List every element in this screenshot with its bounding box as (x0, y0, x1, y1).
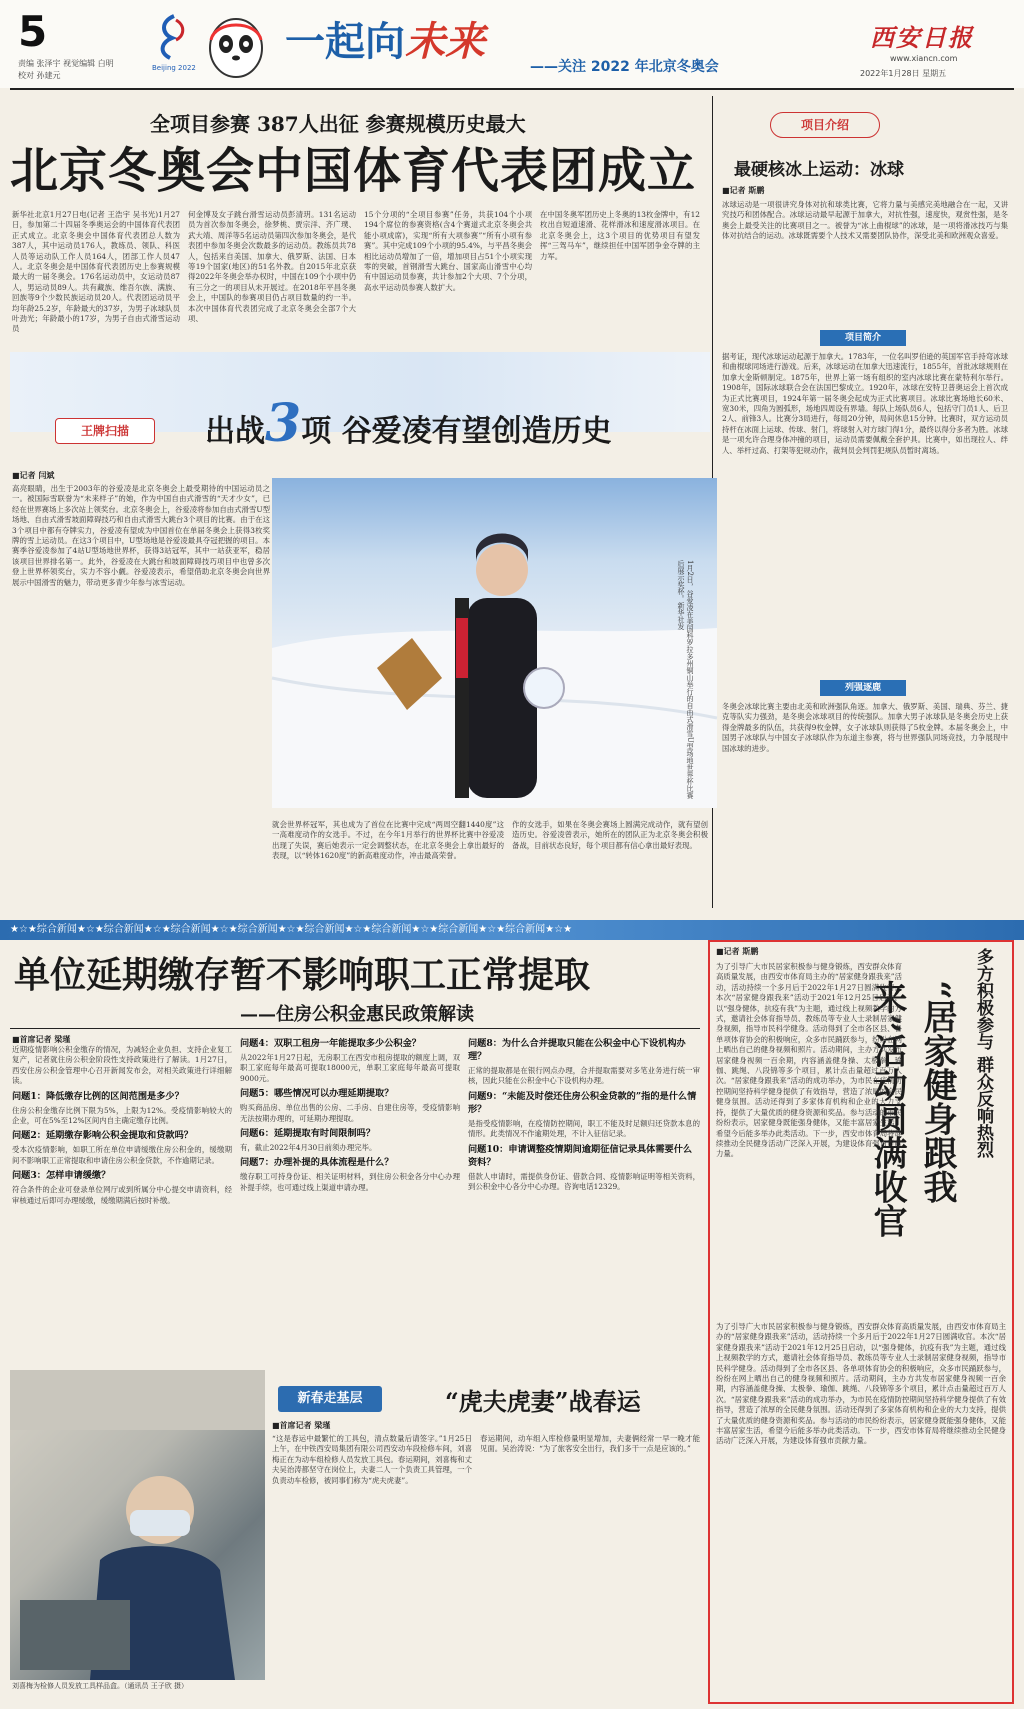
spring-col1: “这是春运中最繁忙的工具包，清点数量后请签字。”1月25日上午，在中铁西安局集团有限公司西安动车段检修车间，刘喜梅正在为动车组检修人员发放工具包。春运期间，刘喜梅和丈夫吴治涛都坚守在岗位上，夫妻二人一个负责工具管理，一个负责动车检修，被同事们称为“虎夫虎妻”。 (272, 1434, 472, 1485)
header-divider (10, 88, 1014, 90)
hpf-q2: 问题2：延期缴存影响公积金提取和贷款吗？ (12, 1130, 193, 1142)
hpf-q3: 问题3：怎样申请缓缴？ (12, 1170, 111, 1182)
feature-title-num: 3 (265, 393, 302, 454)
top-story-col1: 新华社北京1月27日电(记者 王浩宇 吴书光)1月27日，参加第二十四届冬季奥运会的中国体育代表团正式成立。北京冬奥会中国体育代表团总人数为387人，其中运动员176人，教练员、领队、科医人员等运动队工作人员164人，团部工作人员47人。北京冬奥会是中国体育代表团历史上参赛规模最大的一届冬奥会。176名运动员中，女运动员87人，男运动员89人。共有藏族、维吾尔族、满族、回族等9个少数民族运动员20人。代表团运动员平均年龄25.2岁，年龄最大的37岁，为男子冰球队员叶劲光；年龄最小的17岁，为男子自由式滑雪运动员 (12, 210, 180, 334)
hpf-a6: 有，截止2022年4月30日前须办理完毕。 (240, 1143, 377, 1153)
sidebar-body1: 据考证，现代冰球运动起源于加拿大。1783年，一位名叫罗伯逊的英国军官手持弯冰球和曲棍球同场进行游戏。后来，冰球运动在加拿大迅速流行，1855年，首批冰球规则在加拿大金斯顿制定。1875年，世界上第一场有组织的室内冰球比赛在蒙特利尔举行。1908年，国际冰球联合会在法国巴黎成立。1920年，冰球在安特卫普奥运会上首次成为正式比赛项目，1924年第一届冬奥会起成为正式比赛项目。冰球比赛场地长60米、宽30米，四角为圆弧形，场地四周设有界墙。每队上场队员6人，包括守门员1人、后卫2人、前锋3人。比赛分3局进行，每局20分钟，局间休息15分钟。比赛时，双方运动员持杆在冰面上运球、传球、射门，将球射入对方球门得1分，最终以得分多者为胜。冰球是一项允许合理身体冲撞的项目，运动员需要佩戴全套护具。比赛中，如出现拉人、绊人、举杆过高、打架等犯规动作，裁判员会判罚犯规队员暂时离场。 (722, 352, 1008, 455)
mascot-icon (205, 14, 267, 80)
hpf-a5: 购买商品房、单位出售的公房、二手房、自建住房等，受疫情影响无法按期办理的，可延期办理提取。 (240, 1103, 460, 1123)
campaign-body-top: 为了引导广大市民居家积极参与健身锻炼，西安群众体育高质量发展，由西安市体育局主办的“居家健身跟我来”活动，活动持续一个多月后于2022年1月27日圆满收官。本次“居家健身跟我来”活动于2021年12月25日启动，以“强身健体，抗疫有我”为主题，通过线上视频教学的方式，邀请社会体育指导员、教练员等专业人士录制居家健身视频，指导市民科学健身。活动得到了全市各区县、各单项体育协会的积极响应，众多市民踊跃参与，纷纷在网上晒出自己的健身视频和照片。活动期间，主办方共发布居家健身视频一百余期，内容涵盖健身操、太极拳、瑜伽、跳绳、八段锦等多个项目，累计点击量超过百万人次。“居家健身跟我来”活动的成功举办，为市民在疫情防控期间坚持科学健身提供了有效指导，营造了浓厚的全民健身氛围。活动还得到了多家体育机构和企业的大力支持，提供了大量优质的健身资源和奖品。参与活动的市民纷纷表示，居家健身既能强身健体，又能丰富居家生活，希望今后能多举办此类活动。下一步，西安市体育局将继续推动全民健身活动广泛深入开展，为建设体育强市贡献力量。 (716, 962, 902, 1159)
feature-title-pre: 出战 (205, 414, 265, 449)
hpf-q4: 问题4：双职工租房一年能提取多少公积金？ (240, 1038, 421, 1049)
feature-bottom-right: 作的女选手，如果在冬奥会赛场上圆满完成动作，就有望创造历史。谷爱凌曾表示，她所在的团队正为北京冬奥会积极备战，目前状态良好，每个项目都有信心拿出最好表现。 (512, 820, 708, 850)
hpf-a4: 从2022年1月27日起，无房职工在西安市租房提取的额度上调，双职工家庭每年最高可提取18000元，单职工家庭每年最高可提取9000元。 (240, 1053, 460, 1083)
top-story-col3: 15个分项的“全项目参赛”任务，共获104个小项194个席位的参赛资格(含4个赛道式北京冬奥会共能小项成席)，实现“所有大项参赛”“所有小项有参赛”。其中完成109个小项的95.4%，与平昌冬奥会相比运动员增加了一倍，增加项目占51个小项实现零的突破，首钢滑雪大跳台、国家高山滑雪中心均有中国运动员参赛，共计参加2个大项、7个分项，高水平运动员参赛人数扩大。 (364, 210, 532, 292)
feature-tag-label: 王牌扫描 (80, 424, 129, 438)
sidebar-tag-label: 项目介绍 (800, 118, 849, 132)
paper-logo: 西安日报 (870, 23, 974, 52)
photo-caption: 1月2日，谷爱凌在美国科罗拉多州铜山举行的自由式滑雪U型场地世界杯比赛后展示奖杯。新华社发 (677, 560, 694, 799)
page-header (0, 0, 1024, 88)
sidebar-intro: 冰球运动是一项很讲究身体对抗和球类比赛，它将力量与美感完美地融合在一起，又讲究技巧和团体配合。冰球运动最早起源于加拿大，对抗性强，速度快，观赏性强，是冬奥会上最受关注的比赛项目之一。被誉为“冰上曲棍球”的冰球，是一项将滑冰技巧与集体对抗结合的运动。冰球既需要个人技术又需要团队协作，深受北美和欧洲观众喜爱。 (722, 200, 1008, 241)
slogan-accent: 未来 (405, 18, 485, 65)
feature-bottom-mid: 就会世界杯冠军，其也成为了首位在比赛中完成“两周空翻1440度”这一高难度动作的女选手。不过，在今年1月举行的世界杯比赛中谷爱凌出现了失误，赛后她表示一定会调整状态，在北京冬奥会上拿出最好的表现，以“转体1620度”的新高难度动作，冲击最高荣誉。 (272, 820, 504, 861)
hpf-q9: 问题9：“未能及时偿还住房公积金贷款的”指的是什么情形？ (468, 1090, 697, 1115)
spring-byline: ■首席记者 梁瑾 (272, 1420, 331, 1430)
feature-headline (205, 393, 612, 458)
hpf-intro: 近期疫情影响公积金缴存的情况，为减轻企业负担、支持企业复工复产，记者就住房公积金阶段性支持政策进行了解读。1月27日，西安住房公积金管理中心召开新闻发布会，对相关政策进行详细解读。 (12, 1045, 232, 1086)
feature-col1: 高亮眼睛，出生于2003年的谷爱凌是北京冬奥会上最受期待的中国运动员之一。被国际雪联誉为“未来样子”的她，作为中国自由式滑雪的“天才少女”，已经在世界赛场上多次站上领奖台。北京冬奥会上，谷爱凌将参加自由式滑雪U型场地、自由式滑雪坡面障碍技巧和自由式滑雪大跳台3个项目的比赛。由于在这3个项目中都有夺牌实力，谷爱凌有望成为中国首位在单届冬奥会上获得3枚奖牌的雪上运动员。在这3个项目中，U型场地是谷爱凌最具夺冠把握的项目。本赛季谷爱凌参加了4站U型场地世界杯，获得3站冠军，其中一站获亚军，稳居该项目世界排名第一。此外，谷爱凌在大跳台和坡面障碍技巧项目中也曾多次登上世界杯领奖台，实力不容小觑。谷爱凌表示，希望借助北京冬奥会向世界展示中国滑雪的魅力，带动更多青少年参与冰雪运动。 (12, 484, 270, 587)
top-story-col4: 在中国冬奥军团历史上冬奥的13枚金牌中，有12枚出自短道速滑、花样滑冰和速度滑冰项目。在北京冬奥会上，这3个项目的优势项目有望发挥“三驾马车”，继续担任中国军团争金夺牌的主力军。 (540, 210, 700, 261)
sidebar-tag (770, 112, 880, 138)
top-story-headline: 北京冬奥会中国体育代表团成立 (10, 143, 697, 199)
slogan (285, 18, 485, 66)
top-story-col2: 何金博及女子跳台滑雪运动员彭清玥。131名运动员为首次参加冬奥会，徐梦桃、贾宗洋、齐广璞、武大靖、周洋等5名运动员第四次参加冬奥会，是代表团中参加冬奥会次数最多的运动员。教练员共78人，包括来自美国、加拿大、俄罗斯、法国、日本等19个国家(地区)的51名外教。自2015年北京获得2022年冬奥会举办权时，中国在109个小项中仍有三分之一的项目从未开展过。在2018年平昌冬奥会上，中国队的参赛项目仍占项目数量的约一半。本次中国体育代表团完成了北京冬奥会全部7个大项、 (188, 210, 356, 324)
focus-line: ——关注 2022 年北京冬奥会 (530, 59, 719, 75)
hpf-headline: 单位延期缴存暂不影响职工正常提取 (14, 954, 591, 996)
hpf-a2: 受本次疫情影响，如职工所在单位申请缓缴住房公积金的，缓缴期间不影响职工正常提取和申请住房公积金贷款，不作逾期记录。 (12, 1145, 232, 1165)
editor-credit: 责编 张泽宇 视觉编辑 白明 (18, 59, 114, 68)
hpf-q6: 问题6：延期提取有时间限制吗？ (240, 1128, 376, 1140)
section-bar-text: ★☆★综合新闻★☆★综合新闻★☆★综合新闻★☆★综合新闻★☆★综合新闻★☆★综合新闻★☆★综合新闻★☆★综合新闻★☆★ (10, 924, 573, 935)
proof-credit: 校对 孙建元 (18, 71, 61, 80)
hpf-col1 (12, 1034, 232, 1352)
issue-date: 2022年1月28日 星期五 (860, 69, 947, 78)
hpf-divider (10, 1028, 700, 1029)
top-story-kicker: 全项目参赛 387人出征 参赛规模历史最大 (150, 112, 526, 136)
spring-photo (10, 1370, 265, 1680)
sidebar-title: 最硬核冰上运动：冰球 (734, 160, 904, 180)
campaign-vertical-title: “居家健身跟我来”活动圆满收官 (867, 980, 957, 1238)
hpf-q5: 问题5：哪些情况可以办理延期提取？ (240, 1088, 394, 1100)
sidebar-byline: ■记者 斯鹏 (722, 185, 765, 195)
campaign-byline: ■记者 斯鹏 (716, 946, 759, 956)
campaign-vertical-sub: 多方积极参与 群众反响热烈 (973, 948, 993, 1158)
feature-title-post: 项 谷爱凌有望创造历史 (301, 414, 612, 449)
spring-tag (278, 1386, 382, 1412)
gu-ailing-photo (272, 478, 717, 808)
hpf-q8: 问题8：为什么合并提取只能在公积金中心下设机构办理？ (468, 1038, 686, 1062)
slogan-text: 一起向 (285, 18, 405, 65)
olympic-emblem-icon (150, 12, 198, 74)
hpf-a3: 符合条件的企业可登录单位网厅或到所属分中心提交申请资料，经审核通过后即可办理缓缴，缓缴期满后按时补缴。 (12, 1185, 232, 1205)
hpf-col2 (240, 1034, 460, 1352)
sidebar-section-powers: 列强逐鹿 (820, 680, 906, 696)
page-number: 5 (18, 7, 48, 56)
spring-col2: 春运期间，动车组入库检修量明显增加，夫妻俩经常一早一晚才能见面。吴治涛说：“为了旅客安全出行，我们多干一点是应该的。” (480, 1434, 700, 1454)
campaign-body-bottom: 为了引导广大市民居家积极参与健身锻炼，西安群众体育高质量发展，由西安市体育局主办的“居家健身跟我来”活动，活动持续一个多月后于2022年1月27日圆满收官。本次“居家健身跟我来”活动于2021年12月25日启动，以“强身健体，抗疫有我”为主题，通过线上视频教学的方式，邀请社会体育指导员、教练员等专业人士录制居家健身视频，指导市民科学健身。活动得到了全市各区县、各单项体育协会的积极响应，众多市民踊跃参与，纷纷在网上晒出自己的健身视频和照片。活动期间，主办方共发布居家健身视频一百余期，内容涵盖健身操、太极拳、瑜伽、跳绳、八段锦等多个项目，累计点击量超过百万人次。“居家健身跟我来”活动的成功举办，为市民在疫情防控期间坚持科学健身提供了有效指导，营造了浓厚的全民健身氛围。活动还得到了多家体育机构和企业的大力支持，提供了大量优质的健身资源和奖品。参与活动的市民纷纷表示，居家健身既能强身健体，又能丰富居家生活，希望今后能多举办此类活动。下一步，西安市体育局将继续推动全民健身活动广泛深入开展，为建设体育强市贡献力量。 (716, 1322, 1006, 1446)
hpf-a10: 借款人申请时，需提供身份证、借款合同、疫情影响证明等相关资料，到公积金中心各分中心办理。咨询电话12329。 (468, 1171, 700, 1192)
hpf-q7: 问题7：办理补提的具体流程是什么？ (240, 1157, 394, 1169)
feature-tag (55, 418, 155, 444)
paper-url[interactable]: www.xiancn.com (890, 54, 958, 63)
sidebar-body2: 冬奥会冰球比赛主要由北美和欧洲强队角逐。加拿大、俄罗斯、美国、瑞典、芬兰、捷克等队实力强劲，是冬奥会冰球项目的传统强队。加拿大男子冰球队是冬奥会历史上获得金牌最多的队伍，共获得9枚金牌，女子冰球队则获得了5枚金牌。本届冬奥会上，中国男子冰球队与中国女子冰球队作为东道主参赛，将与世界强队同场竞技，力争展现中国冰球的进步。 (722, 702, 1008, 753)
spring-caption: 刘喜梅为检修人员发放工具样品盒。（通讯员 王子欣 摄） (12, 1682, 188, 1690)
spring-tag-label: 新春走基层 (297, 1391, 363, 1406)
hpf-q1: 问题1：降低缴存比例的区间范围是多少？ (12, 1090, 184, 1102)
hpf-byline: ■首席记者 梁瑾 (12, 1034, 71, 1044)
hpf-a7: 缴存职工可持身份证、相关证明材料，到住房公积金各分中心办理补提手续，也可通过线上渠道申请办理。 (240, 1172, 460, 1192)
hpf-subhead: ——住房公积金惠民政策解读 (240, 1004, 474, 1025)
hpf-col3 (468, 1034, 700, 1352)
hpf-a1: 住房公积金缴存比例下限为5%，上限为12%。受疫情影响较大的企业，可在5%至12%区间内自主确定缴存比例。 (12, 1105, 232, 1126)
section-bar (0, 920, 1024, 940)
sidebar-section-intro: 项目简介 (820, 330, 906, 346)
hpf-a8: 正常的提取都是在银行网点办理，合并提取需要对多笔业务进行统一审核，因此只能在公积金中心下设机构办理。 (468, 1066, 700, 1086)
spring-headline: “虎夫虎妻”战春运 (445, 1387, 641, 1416)
hpf-q10: 问题10：申请调整疫情期间逾期征信记录具体需要什么资料？ (468, 1143, 693, 1168)
svg-text:Beijing 2022: Beijing 2022 (152, 64, 196, 72)
feature-byline: ■记者 闫斌 (12, 470, 55, 480)
hpf-a9: 是指受疫情影响，在疫情防控期间，职工不能及时足额归还贷款本息的情形。此类情况不作逾期处理，不计入征信记录。 (468, 1118, 700, 1139)
